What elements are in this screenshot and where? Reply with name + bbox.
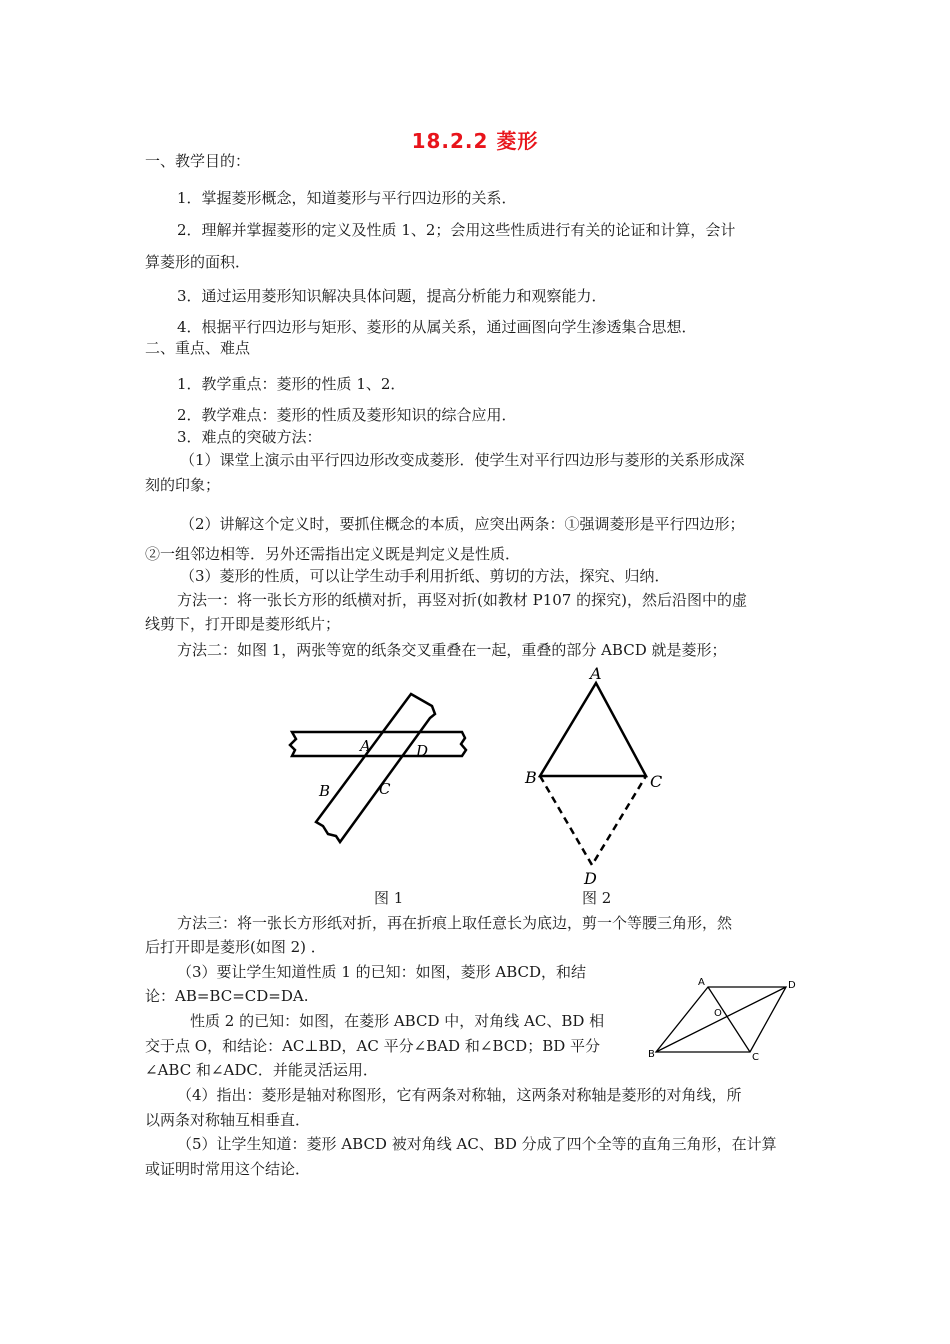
section-heading-objectives: 一、教学目的： — [145, 152, 251, 170]
paragraph: 算菱形的面积． — [145, 253, 251, 271]
paragraph: （3）菱形的性质，可以让学生动手利用折纸、剪切的方法，探究、归纳． — [180, 567, 670, 585]
paragraph: 1．教学重点：菱形的性质 1、2． — [177, 375, 406, 393]
fig1-label-d: D — [416, 742, 429, 760]
fig2-label-a: A — [590, 665, 602, 683]
paragraph: 1．掌握菱形概念，知道菱形与平行四边形的关系． — [177, 189, 517, 207]
paragraph: 后打开即是菱形(如图 2) ． — [145, 938, 326, 956]
fig3-label-a: A — [698, 977, 705, 988]
document-title: 18.2.2 菱形 — [411, 129, 539, 153]
fig3-label-b: B — [648, 1049, 655, 1060]
section-heading-key-points: 二、重点、难点 — [145, 339, 251, 357]
figure-2-rhombus — [520, 665, 670, 890]
paragraph: 2．理解并掌握菱形的定义及性质 1、2；会用这些性质进行有关的论证和计算，会计 — [177, 221, 736, 239]
paragraph: 3．难点的突破方法： — [177, 428, 322, 446]
paragraph: （2）讲解这个定义时，要抓住概念的本质，应突出两条：①强调菱形是平行四边形； — [180, 515, 745, 533]
paragraph: 论：AB=BC=CD=DA. — [145, 987, 309, 1005]
fig1-label-a: A — [360, 737, 371, 755]
fig2-label-c: C — [650, 772, 663, 791]
paragraph: 交于点 O，和结论：AC⊥BD，AC 平分∠BAD 和∠BCD；BD 平分 — [145, 1037, 601, 1055]
paragraph: 以两条对称轴互相垂直． — [145, 1111, 311, 1129]
paragraph: ∠ABC 和∠ADC．并能灵活运用． — [145, 1061, 378, 1079]
fig3-label-d: D — [788, 980, 796, 991]
paragraph: （4）指出：菱形是轴对称图形，它有两条对称轴，这两条对称轴是菱形的对角线，所 — [177, 1086, 742, 1104]
paragraph: （1）课堂上演示由平行四边形改变成菱形．使学生对平行四边形与菱形的关系形成深 — [180, 451, 745, 469]
fig1-label-b: B — [319, 782, 331, 800]
figure-1-crossed-strips — [280, 690, 480, 850]
figure-2-caption: 图 2 — [582, 889, 612, 907]
paragraph: 刻的印象； — [145, 476, 221, 494]
fig2-label-b: B — [525, 768, 537, 787]
paragraph: 线剪下，打开即是菱形纸片； — [145, 615, 341, 633]
paragraph: 3．通过运用菱形知识解决具体问题，提高分析能力和观察能力． — [177, 287, 607, 305]
paragraph: 方法三：将一张长方形纸对折，再在折痕上取任意长为底边，剪一个等腰三角形，然 — [177, 914, 733, 932]
fig3-label-c: C — [752, 1052, 759, 1062]
paragraph: 4．根据平行四边形与矩形、菱形的从属关系，通过画图向学生渗透集合思想． — [177, 318, 697, 336]
paragraph: 或证明时常用这个结论． — [145, 1160, 311, 1178]
paragraph: 方法一：将一张长方形的纸横对折，再竖对折(如教材 P107 的探究)，然后沿图中的虚 — [177, 591, 747, 609]
paragraph: 方法二：如图 1，两张等宽的纸条交叉重叠在一起，重叠的部分 ABCD 就是菱形； — [177, 641, 727, 659]
fig3-label-o: O — [714, 1008, 722, 1019]
figure-3-rhombus-diagonals — [640, 972, 800, 1062]
figure-1-caption: 图 1 — [374, 889, 404, 907]
paragraph: （5）让学生知道：菱形 ABCD 被对角线 AC、BD 分成了四个全等的直角三角形，在计算 — [177, 1135, 777, 1153]
paragraph: 2．教学难点：菱形的性质及菱形知识的综合应用． — [177, 406, 517, 424]
paragraph: 性质 2 的已知：如图，在菱形 ABCD 中，对角线 AC、BD 相 — [190, 1012, 605, 1030]
paragraph: ②一组邻边相等．另外还需指出定义既是判定义是性质． — [145, 545, 521, 563]
fig2-label-d: D — [584, 869, 597, 888]
paragraph: （3）要让学生知道性质 1 的已知：如图，菱形 ABCD，和结 — [177, 963, 587, 981]
fig1-label-c: C — [379, 780, 391, 798]
